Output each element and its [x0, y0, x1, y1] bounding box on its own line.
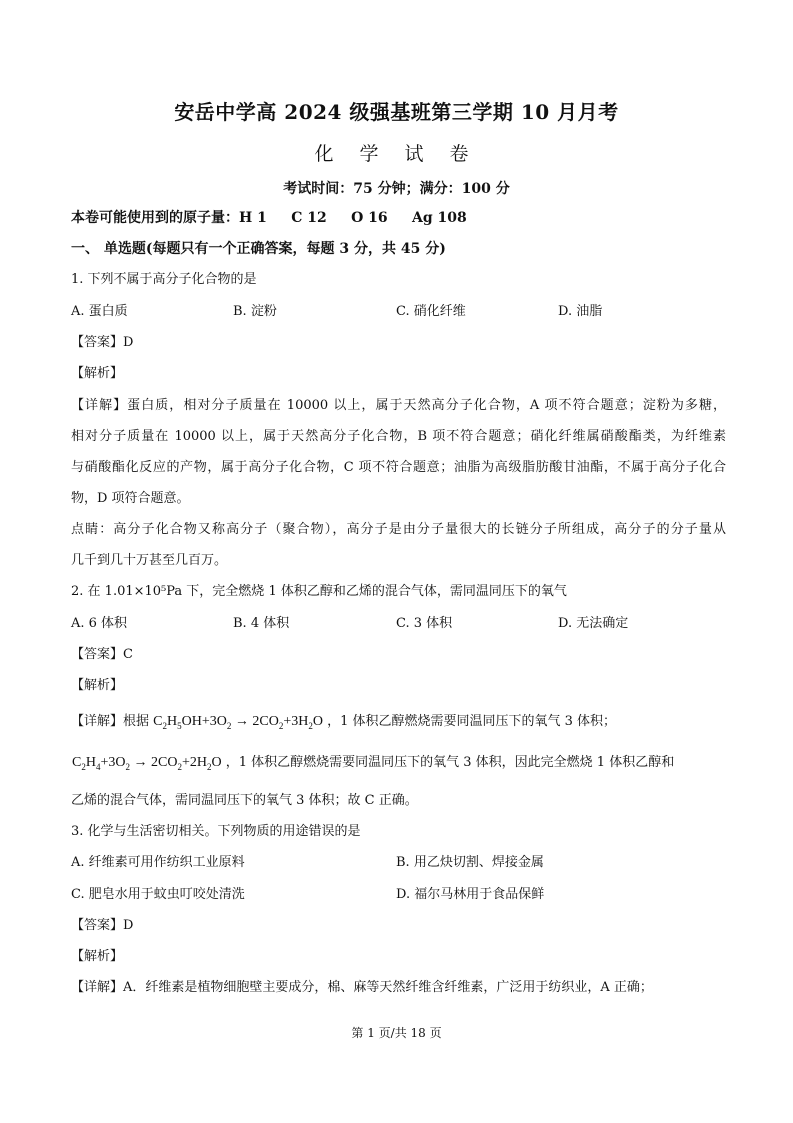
exam-info: 考试时间：75 分钟；满分：100 分: [283, 181, 510, 197]
question-3-stem: 3. 化学与生活密切相关。下列物质的用途错误的是: [71, 824, 361, 839]
q2-answer: 【答案】C: [71, 647, 133, 662]
q3-detail-line-1: 【详解】A．纤维素是植物细胞壁主要成分，棉、麻等天然纤维含纤维素，广泛用于纺织业，A 正确；: [71, 980, 653, 995]
q1-detail-line-4: 物，D 项符合题意。: [71, 491, 190, 506]
q2-analysis-label: 【解析】: [71, 678, 124, 693]
ethylene-combustion-equation: $C_2H_4+3O_2 \to 2CO_2+2H_2O$: [72, 755, 222, 772]
q1-option-d: D. 油脂: [558, 304, 603, 319]
page-subtitle: 化 学 试 卷: [314, 143, 479, 165]
question-2-stem: 2. 在 1.01×10⁵Pa 下，完全燃烧 1 体积乙醇和乙烯的混合气体，需同温同压下的氧气: [71, 584, 567, 599]
q1-option-a: A. 蛋白质: [71, 304, 128, 319]
page-footer: 第 1 页/共 18 页: [351, 1026, 442, 1040]
q2-option-a: A. 6 体积: [71, 616, 128, 631]
page-title: 安岳中学高 2024 级强基班第三学期 10 月月考: [174, 100, 619, 124]
q1-note-line-2: 几千到几十万甚至几百万。: [71, 553, 228, 568]
q3-analysis-label: 【解析】: [71, 949, 124, 964]
q1-note-line-1: 点睛：高分子化合物又称高分子（聚合物），高分子是由分子量很大的长链分子所组成，高分子的分子量从: [71, 522, 726, 537]
q2-eq1-suffix: ，1 体积乙醇燃烧需要同温同压下的氧气 3 体积；: [327, 714, 617, 729]
q2-option-d: D. 无法确定: [558, 616, 629, 631]
q2-eq2-suffix: ，1 体积乙醇燃烧需要同温同压下的氧气 3 体积，因此完全燃烧 1 体积乙醇和: [225, 755, 675, 770]
q2-detail-line-2: [72, 753, 727, 777]
q1-option-b: B. 淀粉: [233, 304, 277, 319]
q1-option-c: C. 硝化纤维: [396, 304, 466, 319]
q1-answer: 【答案】D: [71, 335, 134, 350]
q2-option-c: C. 3 体积: [396, 616, 453, 631]
q1-detail-line-2: 相对分子质量在 10000 以上，属于天然高分子化合物，B 项不符合题意；硝化纤维属硝酸酯类，为纤维素: [71, 429, 726, 444]
q2-detail-line-3: 乙烯的混合气体，需同温同压下的氧气 3 体积；故 C 正确。: [71, 793, 418, 808]
q3-option-c: C. 肥皂水用于蚊虫叮咬处清洗: [71, 887, 245, 902]
q2-detail-line-1: [71, 712, 726, 736]
q3-option-a: A. 纤维素可用作纺织工业原料: [71, 855, 245, 870]
q2-option-b: B. 4 体积: [233, 616, 290, 631]
q3-option-b: B. 用乙炔切割、焊接金属: [396, 855, 544, 870]
question-1-stem: 1. 下列不属于高分子化合物的是: [71, 272, 257, 287]
atomic-masses: 本卷可能使用到的原子量：H 1 C 12 O 16 Ag 108: [71, 210, 467, 226]
section-heading: 一、 单选题(每题只有一个正确答案，每题 3 分，共 45 分): [71, 241, 446, 257]
q1-analysis-label: 【解析】: [71, 366, 124, 381]
q1-detail-line-3: 与硝酸酯化反应的产物，属于高分子化合物，C 项不符合题意；油脂为高级脂肪酸甘油酯，不属于高分子化合: [71, 460, 726, 475]
q1-detail-line-1: 【详解】蛋白质，相对分子质量在 10000 以上，属于天然高分子化合物，A 项不符合题意；淀粉为多糖，: [71, 398, 726, 413]
q3-option-d: D. 福尔马林用于食品保鲜: [396, 887, 545, 902]
q2-detail-prefix: 【详解】根据: [71, 714, 150, 729]
ethanol-combustion-equation: $C_2H_5OH+3O_2 \to 2CO_2+3H_2O$: [153, 714, 323, 731]
q3-answer: 【答案】D: [71, 918, 134, 933]
